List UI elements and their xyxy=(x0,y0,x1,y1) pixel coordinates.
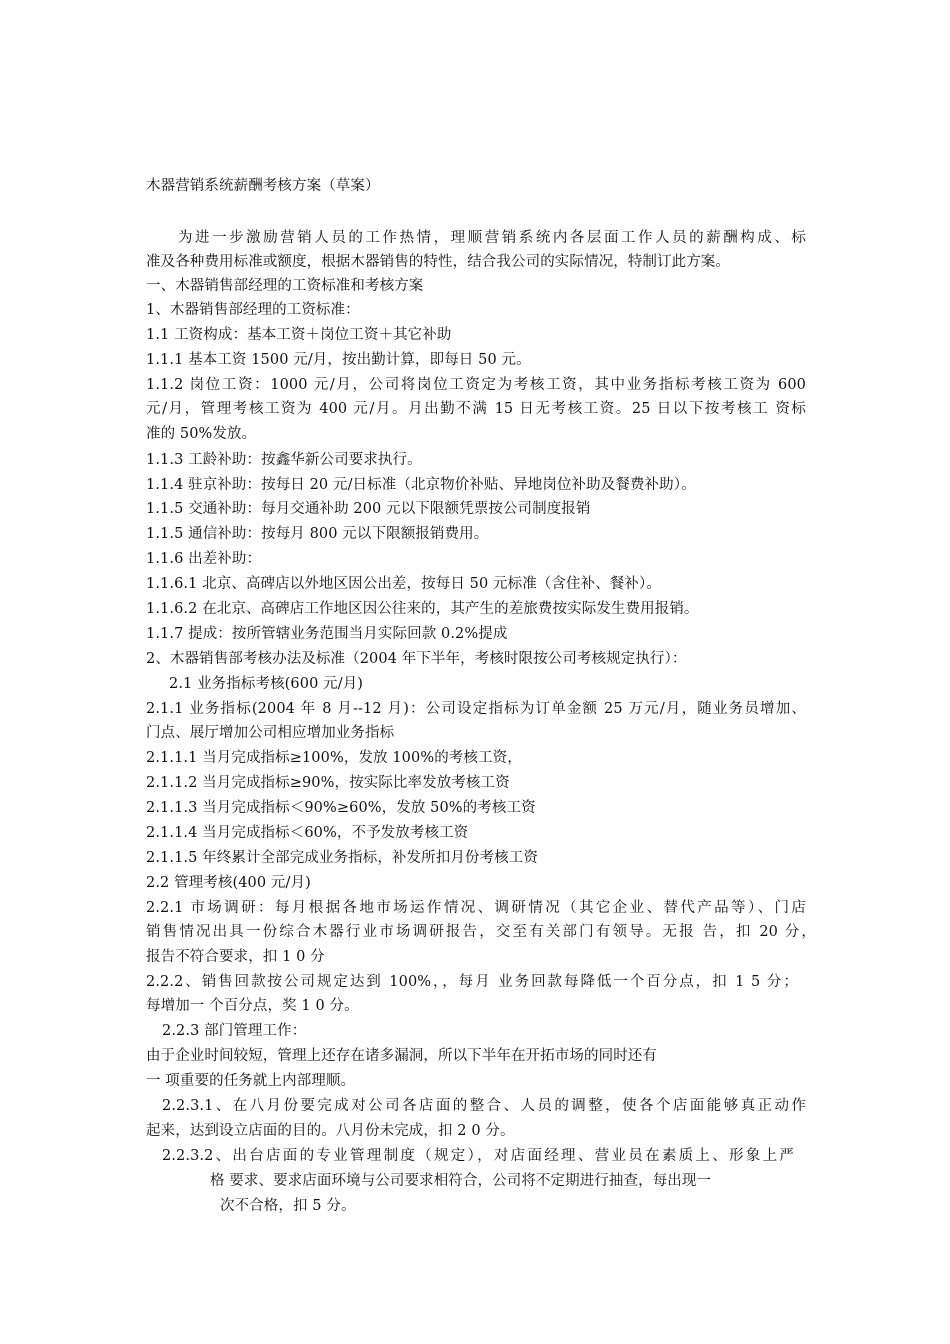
clause-line: 2.2.1 市场调研：每月根据各地市场运作情况、调研情况（其它企业、替代产品等）、门店 xyxy=(146,900,806,916)
clause-line: 次不合格，扣 5 分。 xyxy=(220,1198,356,1214)
subsection-heading: 1、木器销售部经理的工资标准： xyxy=(146,302,360,318)
subsection-heading: 2、木器销售部考核办法及标准（2004 年下半年，考核时限按公司考核规定执行）： xyxy=(146,651,687,667)
clause-line: 1.1.6.1 北京、高碑店以外地区因公出差，按每日 50 元标准（含住补、餐补）。 xyxy=(146,576,661,592)
clause-line: 2.2.3.1、在八月份要完成对公司各店面的整合、人员的调整，使各个店面能够真正动作 xyxy=(162,1098,806,1114)
clause-line: 一 项重要的任务就上内部理顺。 xyxy=(146,1073,356,1089)
clause-line: 销售情况出具一份综合木器行业市场调研报告，交至有关部门有领导。无报 告，扣 20 分， xyxy=(146,924,816,940)
clause-line: 2.1.1.3 当月完成指标＜90%≥60%，发放 50%的考核工资 xyxy=(146,800,536,816)
clause-line: 2.1.1.1 当月完成指标≥100%，发放 100%的考核工资， xyxy=(146,750,522,766)
clause-line: 每增加一 个百分点，奖 1 0 分。 xyxy=(146,998,359,1014)
clause-line: 2.1.1.5 年终累计全部完成业务指标，补发所扣月份考核工资 xyxy=(146,850,538,866)
clause-line: 1.1 工资构成：基本工资＋岗位工资＋其它补助 xyxy=(146,327,452,343)
clause-line: 元/月，管理考核工资为 400 元/月。月出勤不满 15 日无考核工资。25 日以下按考核工 资标 xyxy=(146,401,806,417)
clause-line: 2.1 业务指标考核(600 元/月) xyxy=(169,676,364,692)
clause-line: 起来，达到设立店面的目的。八月份未完成，扣 2 0 分。 xyxy=(146,1123,515,1139)
document-title: 木器营销系统薪酬考核方案（草案） xyxy=(146,178,380,194)
clause-line: 2.2.3 部门管理工作： xyxy=(162,1023,307,1039)
clause-line: 1.1.3 工龄补助：按鑫华新公司要求执行。 xyxy=(146,452,422,468)
clause-line: 门点、展厅增加公司相应增加业务指标 xyxy=(146,725,395,741)
clause-line: 1.1.6 出差补助： xyxy=(146,551,262,567)
paragraph-line: 准及各种费用标准或额度，根据木器销售的特性，结合我公司的实际情况，特制订此方案。 xyxy=(146,254,730,270)
clause-line: 1.1.1 基本工资 1500 元/月，按出勤计算，即每日 50 元。 xyxy=(146,352,531,368)
clause-line: 2.2.3.2、出台店面的专业管理制度（规定），对店面经理、营业员在素质上、形象上严 xyxy=(162,1148,794,1164)
clause-line: 准的 50%发放。 xyxy=(146,426,257,442)
clause-line: 1.1.5 交通补助：每月交通补助 200 元以下限额凭票按公司制度报销 xyxy=(146,501,591,517)
clause-line: 格 要求、要求店面环境与公司要求相符合，公司将不定期进行抽查，每出现一 xyxy=(210,1173,712,1189)
clause-line: 2.1.1 业务指标(2004 年 8 月--12 月)：公司设定指标为订单金额 25 万元/月，随业务员增加、 xyxy=(146,701,806,717)
clause-line: 1.1.5 通信补助：按每月 800 元以下限额报销费用。 xyxy=(146,526,489,542)
paragraph-line: 为进一步激励营销人员的工作热情，理顺营销系统内各层面工作人员的薪酬构成、标 xyxy=(178,230,806,246)
section-heading: 一、木器销售部经理的工资标准和考核方案 xyxy=(146,278,424,294)
clause-line: 由于企业时间较短，管理上还存在诸多漏洞，所以下半年在开拓市场的同时还有 xyxy=(146,1048,657,1064)
clause-line: 报告不符合要求，扣 1 0 分 xyxy=(146,949,325,965)
clause-line: 2.2.2、销售回款按公司规定达到 100%，，每月 业务回款每降低一个百分点，扣 1 5 分； xyxy=(146,974,798,990)
clause-line: 1.1.4 驻京补助：按每日 20 元/日标准（北京物价补贴、异地岗位补助及餐费补助）。 xyxy=(146,477,696,493)
clause-line: 2.1.1.2 当月完成指标≥90%，按实际比率发放考核工资 xyxy=(146,775,510,791)
clause-line: 2.2 管理考核(400 元/月) xyxy=(146,875,311,891)
clause-line: 1.1.7 提成：按所管辖业务范围当月实际回款 0.2%提成 xyxy=(146,626,508,642)
clause-line: 1.1.2 岗位工资：1000 元/月，公司将岗位工资定为考核工资，其中业务指标考核工资为 600 xyxy=(146,377,806,393)
clause-line: 1.1.6.2 在北京、高碑店工作地区因公往来的，其产生的差旅费按实际发生费用报销。 xyxy=(146,601,699,617)
clause-line: 2.1.1.4 当月完成指标＜60%，不予发放考核工资 xyxy=(146,825,469,841)
